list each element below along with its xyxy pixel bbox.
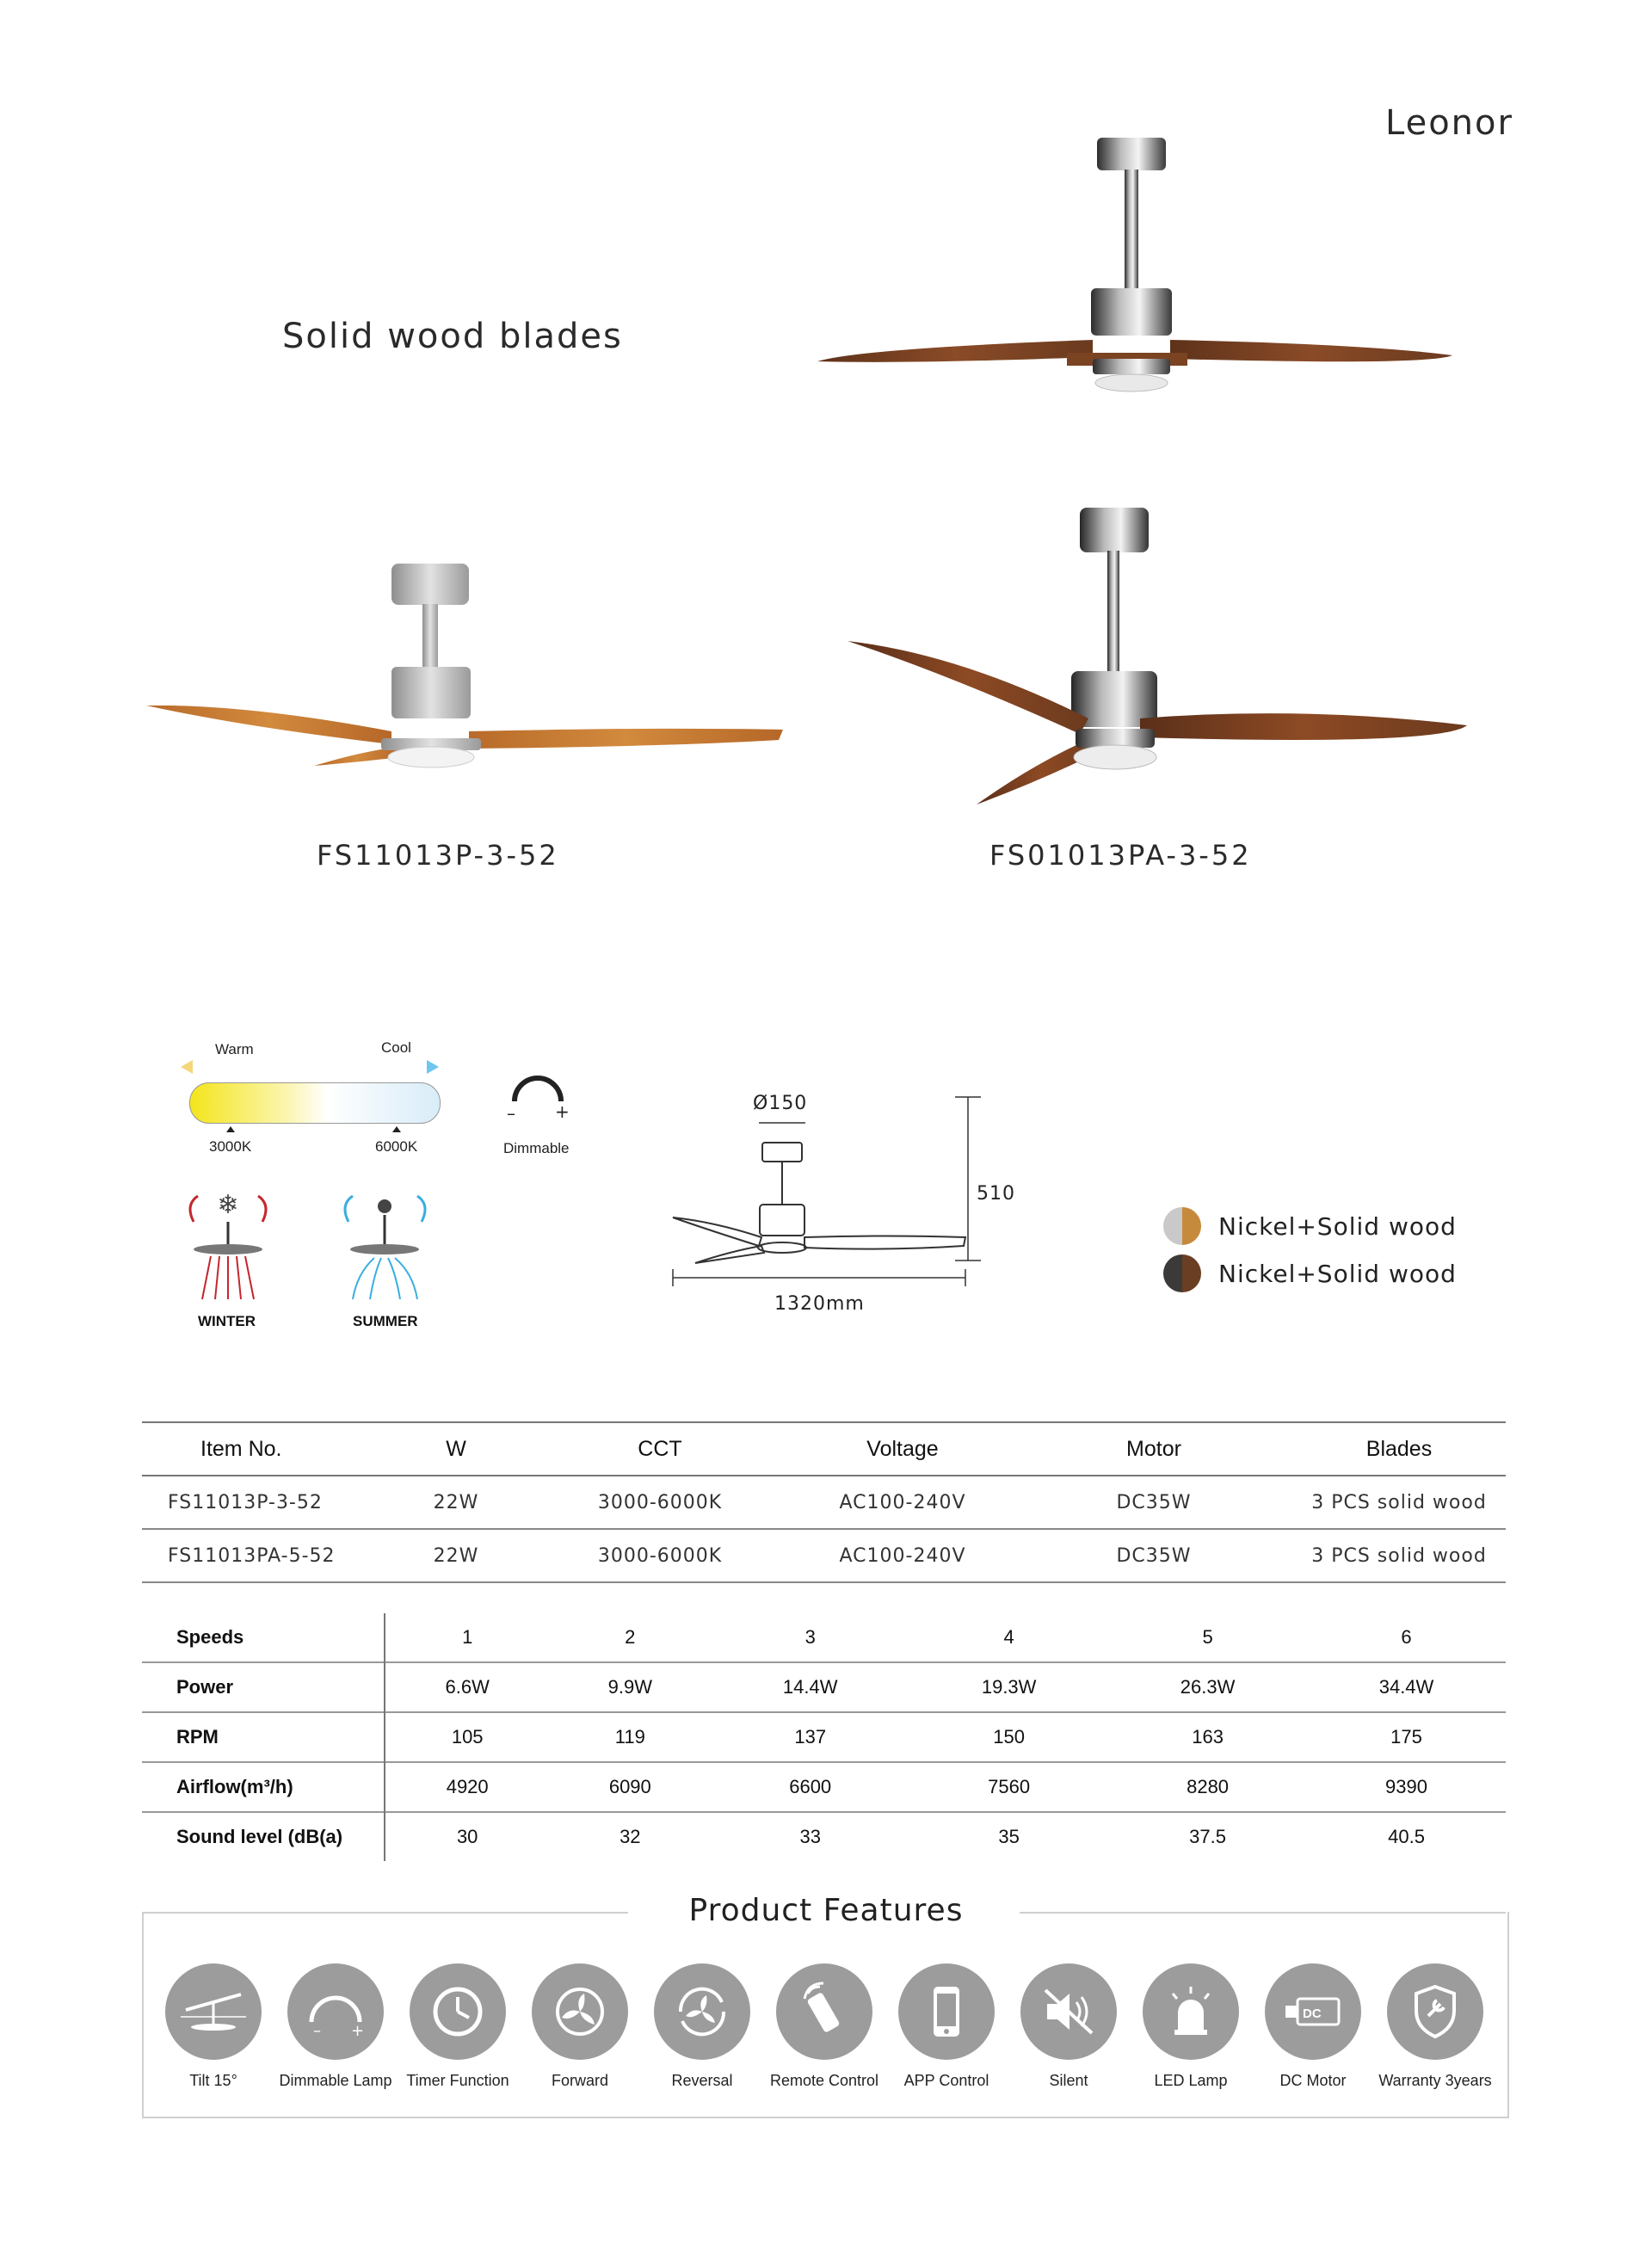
speed-row-label: Sound level (dB(a) (142, 1812, 385, 1861)
spec-header: Motor (1015, 1422, 1292, 1476)
speed-cell: 7560 (909, 1762, 1108, 1812)
led-icon (1143, 1963, 1239, 2060)
phone-icon (898, 1963, 995, 2060)
silent-icon (1020, 1963, 1117, 2060)
feature-silent (1008, 1963, 1129, 2090)
model-b-fan-image (839, 503, 1476, 813)
cct-gradient-bar (189, 1082, 441, 1124)
finish-option (1163, 1207, 1457, 1245)
dimension-width: 1320mm (774, 1293, 865, 1315)
reversal-icon (654, 1963, 750, 2060)
speed-cell: 30 (385, 1812, 549, 1861)
speed-cell: 33 (711, 1812, 909, 1861)
speed-cell: 19.3W (909, 1662, 1108, 1712)
speed-cell: 40.5 (1307, 1812, 1506, 1861)
feature-dc-motor (1253, 1963, 1373, 2090)
spec-cell: 3000-6000K (530, 1529, 790, 1582)
spec-header-row (142, 1422, 1506, 1476)
cct-high-label: 6000K (375, 1138, 418, 1155)
hero-fan-image (809, 133, 1463, 409)
cct-low-label: 3000K (209, 1138, 252, 1155)
finish-swatch (1163, 1207, 1201, 1245)
cct-warm-label: Warm (215, 1041, 254, 1057)
speed-cell: 35 (909, 1812, 1108, 1861)
feature-label: Tilt 15° (189, 2072, 237, 2089)
svg-text:–: – (313, 2022, 321, 2037)
feature-label: Reversal (671, 2072, 733, 2089)
finish-option (1163, 1254, 1457, 1292)
spec-cell: 3000-6000K (530, 1476, 790, 1529)
finish-swatch (1163, 1254, 1201, 1292)
remote-icon (776, 1963, 872, 2060)
speed-row-label: Airflow(m³/h) (142, 1762, 385, 1812)
speed-cell: 32 (549, 1812, 711, 1861)
summer-airflow-icon (331, 1187, 443, 1308)
cct-cool-label: Cool (381, 1039, 411, 1056)
winter-airflow-icon (176, 1187, 280, 1308)
tilt-icon (165, 1963, 262, 2060)
speed-cell: 3 (804, 1626, 816, 1648)
feature-label: Forward (551, 2072, 608, 2089)
summer-label: SUMMER (353, 1313, 418, 1329)
feature-led (1131, 1963, 1251, 2090)
feature-dimmable (275, 1963, 396, 2090)
speed-row (142, 1662, 1506, 1712)
speed-cell: 2 (625, 1626, 636, 1648)
feature-timer (398, 1963, 518, 2090)
speed-cell: 6600 (711, 1762, 909, 1812)
svg-text:DC: DC (1303, 2006, 1322, 2021)
spec-cell: FS11013P-3-52 (142, 1476, 382, 1529)
speed-cell: 26.3W (1108, 1662, 1307, 1712)
feature-tilt (153, 1963, 274, 2090)
speed-cell: 4920 (385, 1762, 549, 1812)
cct-arrow (181, 1058, 439, 1076)
dimension-drawing (663, 1093, 1007, 1316)
cct-high-marker (392, 1126, 401, 1132)
tagline: Solid wood blades (282, 317, 623, 356)
speed-cell: 4 (1003, 1626, 1014, 1648)
feature-label: Remote Control (769, 2072, 879, 2089)
spec-header: Item No. (142, 1422, 382, 1476)
feature-label: DC Motor (1279, 2072, 1347, 2089)
dimmable-minus: – (507, 1103, 515, 1124)
spec-cell: DC35W (1015, 1529, 1292, 1582)
speed-cell: 34.4W (1307, 1662, 1506, 1712)
model-a-fan-image (142, 559, 796, 783)
speed-cell: 9.9W (549, 1662, 711, 1712)
svg-text:+: + (351, 2022, 365, 2037)
spec-cell: 22W (382, 1476, 530, 1529)
feature-warranty (1375, 1963, 1495, 2090)
brand-name: Leonor (1385, 103, 1513, 143)
feature-label: Silent (1049, 2072, 1088, 2089)
speed-cell: 14.4W (711, 1662, 909, 1712)
speed-table (142, 1613, 1506, 1861)
speed-cell: 175 (1307, 1712, 1506, 1762)
speed-cell: 105 (385, 1712, 549, 1762)
speed-row-label: RPM (142, 1712, 385, 1762)
feature-label: Timer Function (406, 2072, 509, 2089)
finish-label: Nickel+Solid wood (1218, 1211, 1457, 1241)
spec-header: W (382, 1422, 530, 1476)
timer-icon (410, 1963, 506, 2060)
svg-text:❄: ❄ (217, 1190, 239, 1220)
feature-app (886, 1963, 1007, 2090)
dc-motor-icon (1265, 1963, 1361, 2060)
spec-cell: AC100-240V (790, 1529, 1015, 1582)
speed-cell: 6.6W (385, 1662, 549, 1712)
speed-row-label: Speeds (142, 1613, 385, 1662)
speed-cell: 119 (549, 1712, 711, 1762)
dimmable-label: Dimmable (503, 1140, 570, 1156)
table-row (142, 1476, 1506, 1529)
table-row (142, 1529, 1506, 1582)
cct-low-marker (226, 1126, 235, 1132)
feature-reversal (642, 1963, 762, 2090)
dimmable-arc-icon (508, 1071, 568, 1106)
spec-cell: 22W (382, 1529, 530, 1582)
speed-cell: 163 (1108, 1712, 1307, 1762)
model-a-label: FS11013P-3-52 (317, 839, 559, 872)
spec-header: Voltage (790, 1422, 1015, 1476)
spec-cell: 3 PCS solid wood (1292, 1529, 1506, 1582)
spec-cell: FS11013PA-5-52 (142, 1529, 382, 1582)
spec-cell: AC100-240V (790, 1476, 1015, 1529)
warranty-icon (1387, 1963, 1483, 2060)
dimmable-plus: + (555, 1101, 570, 1122)
speed-cell: 8280 (1108, 1762, 1307, 1812)
speed-row (142, 1613, 1506, 1662)
speed-row (142, 1812, 1506, 1861)
feature-forward (520, 1963, 640, 2090)
speed-cell: 37.5 (1108, 1812, 1307, 1861)
feature-label: APP Control (903, 2072, 989, 2089)
forward-icon (532, 1963, 628, 2060)
feature-label: LED Lamp (1154, 2072, 1228, 2089)
finish-label: Nickel+Solid wood (1218, 1259, 1457, 1288)
speed-cell: 150 (909, 1712, 1108, 1762)
speed-row (142, 1712, 1506, 1762)
spec-cell: DC35W (1015, 1476, 1292, 1529)
spec-header: Blades (1292, 1422, 1506, 1476)
spec-cell: 3 PCS solid wood (1292, 1476, 1506, 1529)
speed-cell: 1 (462, 1626, 473, 1648)
speed-cell: 6090 (549, 1762, 711, 1812)
speed-cell: 9390 (1307, 1762, 1506, 1812)
feature-label: Dimmable Lamp (279, 2072, 392, 2089)
dimension-height: 510 (977, 1183, 1015, 1205)
dimension-top: Ø150 (753, 1093, 808, 1114)
spec-header: CCT (530, 1422, 790, 1476)
speed-row (142, 1762, 1506, 1812)
speed-row-label: Power (142, 1662, 385, 1712)
feature-label: Warranty 3years (1378, 2072, 1492, 2089)
model-b-label: FS01013PA-3-52 (989, 839, 1252, 872)
dimmable-icon (287, 1963, 384, 2060)
speed-cell: 137 (711, 1712, 909, 1762)
speed-cell: 5 (1202, 1626, 1213, 1648)
feature-remote (764, 1963, 885, 2090)
spec-table (142, 1421, 1506, 1583)
winter-label: WINTER (198, 1313, 256, 1329)
features-title: Product Features (688, 1893, 964, 1928)
speed-cell: 6 (1401, 1626, 1412, 1648)
